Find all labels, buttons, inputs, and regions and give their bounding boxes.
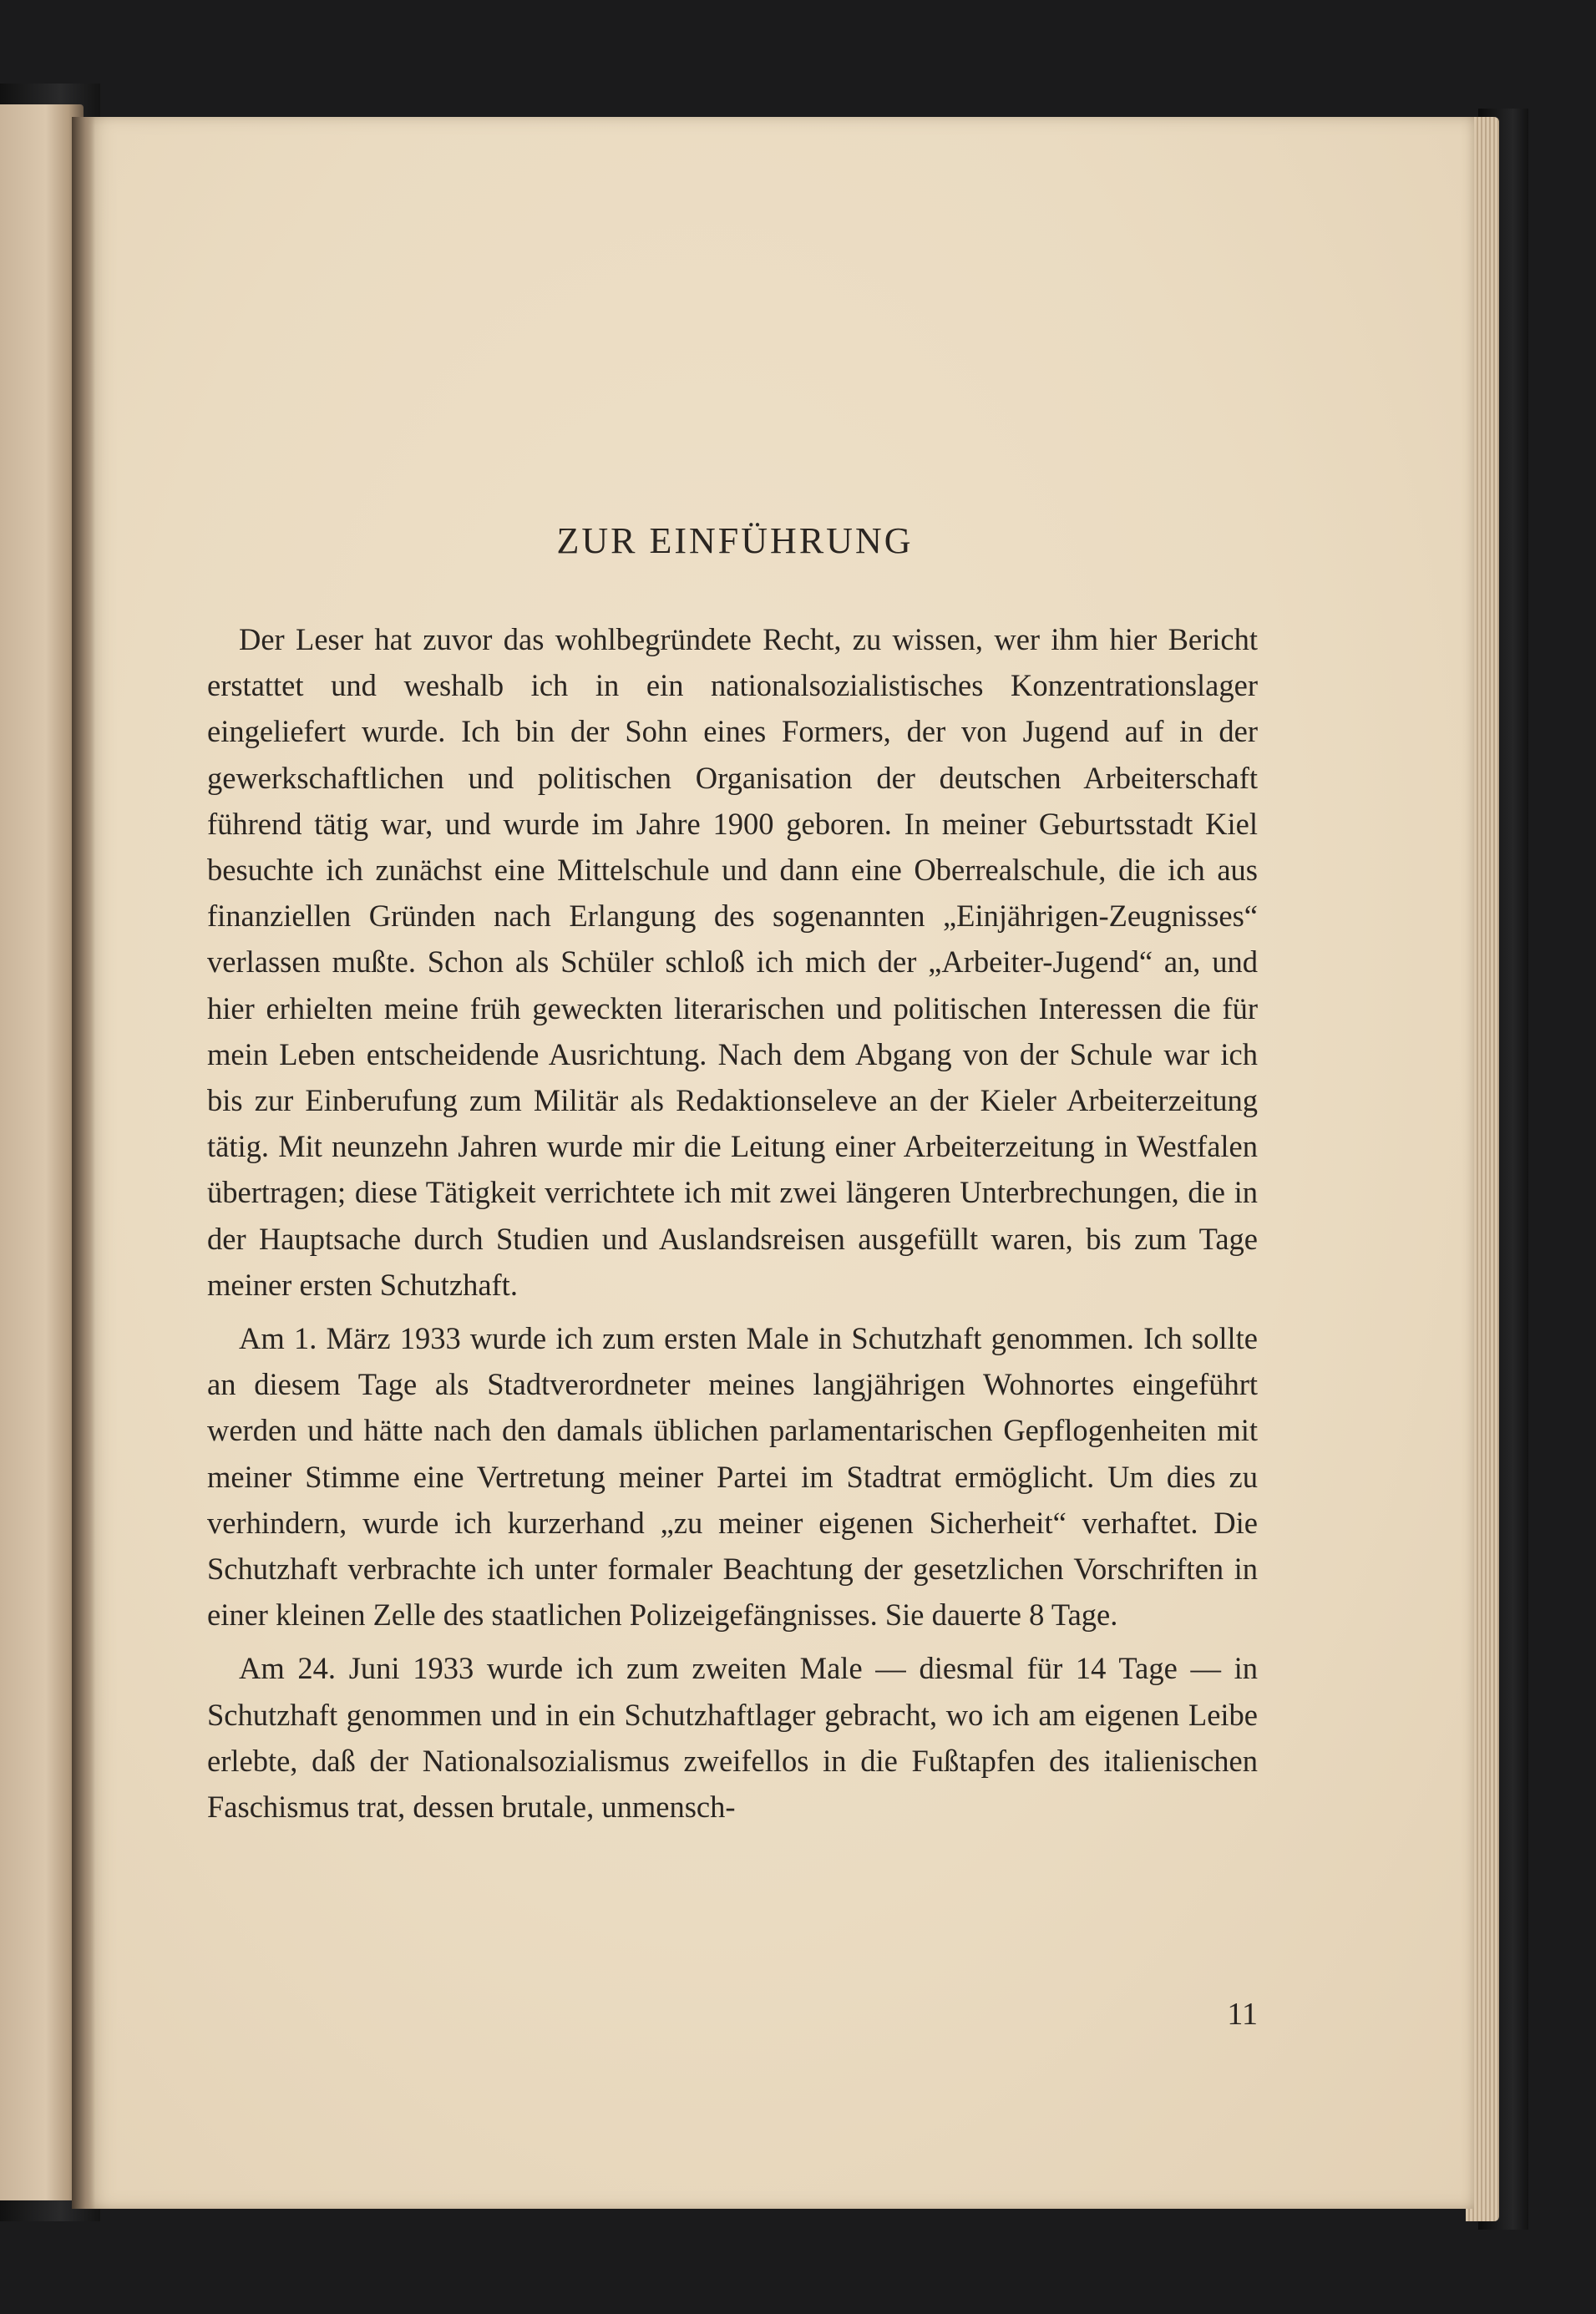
book-gutter [72,117,95,2209]
paragraph-2: Am 1. März 1933 wurde ich zum ersten Male in Schutzhaft genommen. Ich sollte an diesem Tage als Stadtverordneter meines langjährigen Wohnortes eingeführt werden und hätte nach den damals üblichen parlamentarischen Gepflogenheiten mit meiner Stimme eine Vertretung meiner Partei im Stadtrat ermöglicht. Um dies zu verhindern, wurde ich kurzerhand „zu meiner eigenen Sicherheit“ verhaftet. Die Schutzhaft verbrachte ich unter formaler Beachtung der gesetzlichen Vorschriften in einer kleinen Zelle des staatlichen Polizeigefängnisses. Sie dauerte 8 Tage. [207,1321,1258,1633]
body-text [207,616,1258,1830]
left-page-edge [0,104,84,2200]
chapter-title: ZUR EINFÜHRUNG [556,520,914,561]
page-number: 11 [1227,1997,1258,2032]
paragraph-1: Der Leser hat zuvor das wohlbegründete Recht, zu wissen, wer ihm hier Bericht erstattet und weshalb ich in ein nationalsozialistisches Konzentrationslager eingeliefert wurde. Ich bin der Sohn eines Formers, der von Jugend auf in der gewerkschaftlichen und politischen Organisation der deutschen Arbeiterschaft führend tätig war, und wurde im Jahre 1900 geboren. In meiner Geburtsstadt Kiel besuchte ich zunächst eine Mittelschule und dann eine Oberrealschule, die ich aus finanziellen Gründen nach Erlangung des sogenannten „Einjährigen-Zeugnisses“ verlassen mußte. Schon als Schüler schloß ich mich der „Arbeiter-Jugend“ an, und hier erhielten meine früh geweckten literarischen und politischen Interessen die für mein Leben entscheidende Ausrichtung. Nach dem Abgang von der Schule war ich bis zur Einberufung zum Militär als Redaktionseleve an der Kieler Arbeiterzeitung tätig. Mit neunzehn Jahren wurde mir die Leitung einer Arbeiterzeitung in Westfalen übertragen; diese Tätigkeit verrichtete ich mit zwei längeren Unterbrechungen, die in der Hauptsache durch Studien und Auslandsreisen ausgefüllt waren, bis zum Tage meiner ersten Schutzhaft. [207,622,1258,1302]
paragraph-3: Am 24. Juni 1933 wurde ich zum zweiten Male — diesmal für 14 Tage — in Schutzhaft genommen und in ein Schutzhaftlager gebracht, wo ich am eigenen Leibe erlebte, daß der Nationalsozialismus zweifellos in die Fußtapfen des italienischen Faschismus trat, dessen brutale, unmensch- [207,1651,1258,1825]
